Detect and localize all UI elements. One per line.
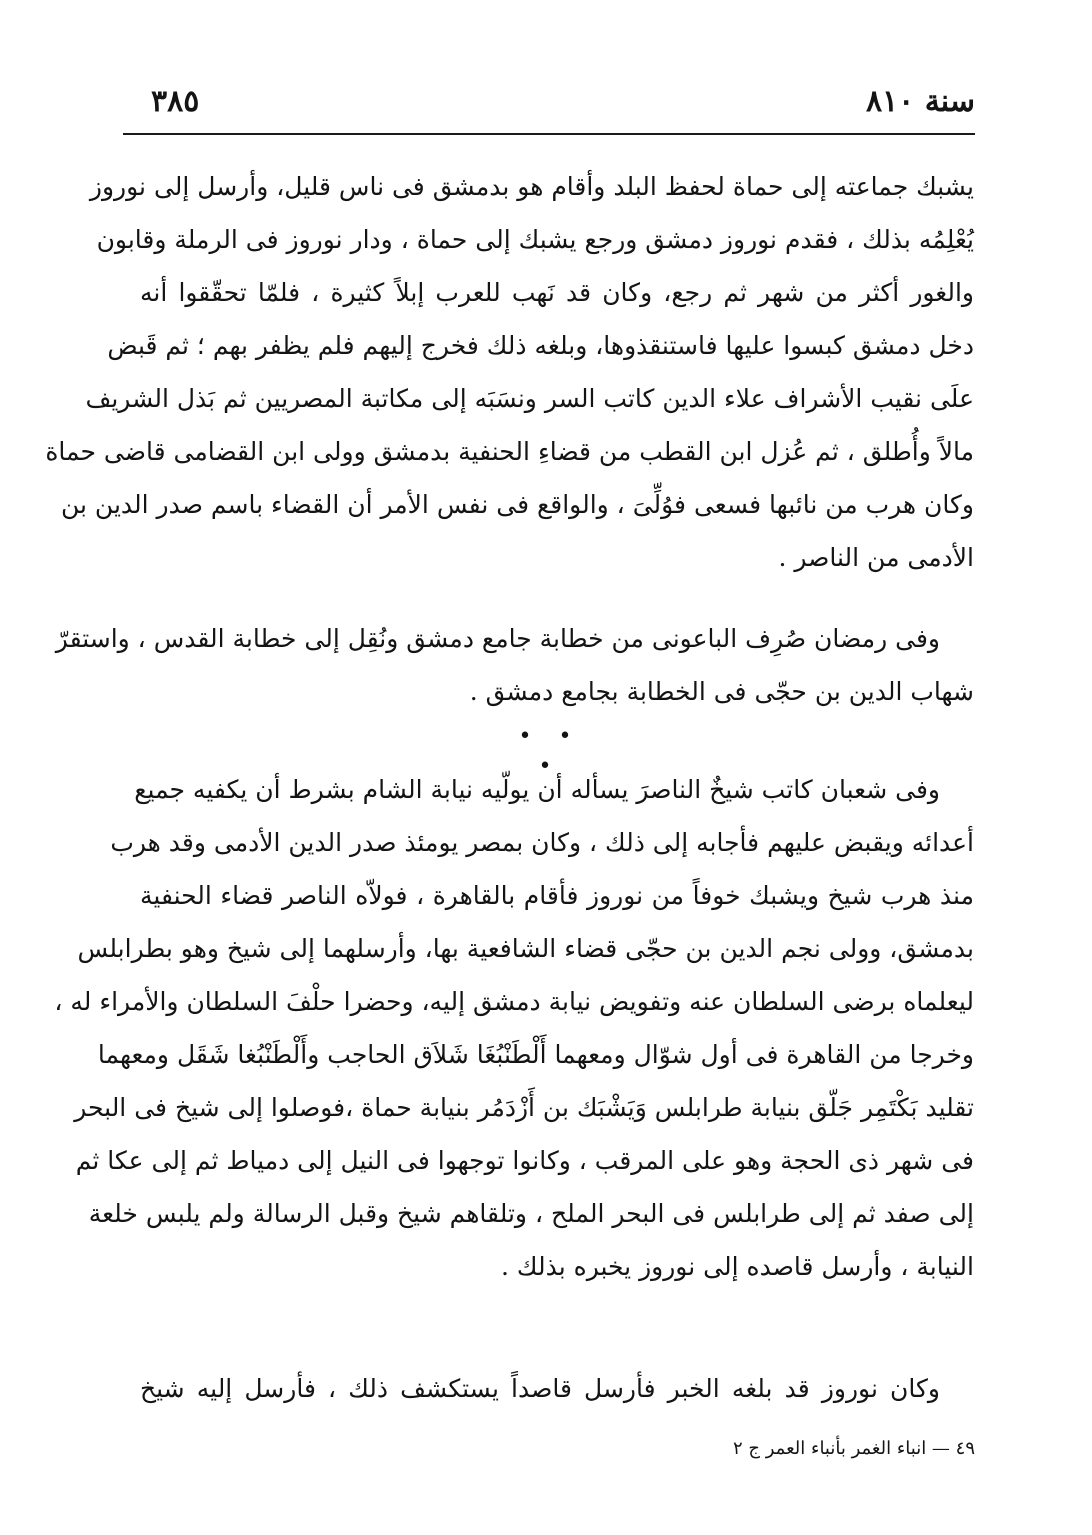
text-line: مالاً وأُطلق ، ثم عُزل ابن القطب من قضاءِ الحنفية بدمشق وولى ابن القضامى قاضى حماة — [45, 437, 974, 466]
text-line: فى شهر ذى الحجة وهو على المرقب ، وكانوا توجهوا فى النيل إلى دمياط ثم إلى عكا ثم — [75, 1146, 974, 1175]
paragraph-1 — [45, 160, 974, 584]
text-line: بدمشق، وولى نجم الدين بن حجّى قضاء الشافعية بها، وأرسلهما إلى شيخ وهو بطرابلس — [77, 934, 974, 963]
text-line: وخرجا من القاهرة فى أول شوّال ومعهما أَلْطَنْبُغَا شَلاَق الحاجب وأَلْطَنْبُغا شَقَل ومعهما — [97, 1040, 974, 1069]
page-header — [123, 84, 975, 126]
text-line: وفى رمضان صُرِف الباعونى من خطابة جامع دمشق ونُقِل إلى خطابة القدس ، واستقرّ — [55, 624, 940, 653]
text-line: والغور أكثر من شهر ثم رجع، وكان قد نَهب للعرب إبلاً كثيرة ، فلمّا تحقّقوا أنه — [140, 278, 974, 307]
header-rule — [123, 133, 975, 135]
paragraph-2 — [55, 612, 974, 718]
text-line: يُعْلِمُه بذلك ، فقدم نوروز دمشق ورجع يشبك إلى حماة ، ودار نوروز فى الرملة وقابون — [96, 225, 974, 254]
text-line: الأدمى من الناصر . — [778, 543, 974, 572]
running-head-year: سنة ٨١٠ — [865, 84, 975, 119]
text-line: وفى شعبان كاتب شيخٌ الناصرَ يسأله أن يولّيه نيابة الشام بشرط أن يكفيه جميع — [134, 775, 940, 804]
paragraph-3 — [54, 763, 974, 1293]
text-line: دخل دمشق كبسوا عليها فاستنقذوها، وبلغه ذلك فخرج إليهم فلم يظفر بهم ؛ ثم قَبض — [107, 331, 974, 360]
text-line: منذ هرب شيخ ويشبك خوفاً من نوروز فأقام بالقاهرة ، فولاّه الناصر قضاء الحنفية — [140, 881, 974, 910]
text-line: علَى نقيب الأشراف علاء الدين كاتب السر ونسَبَه إلى مكاتبة المصريين ثم بَذل الشريف — [85, 384, 974, 413]
text-line: ليعلماه برضى السلطان عنه وتفويض نيابة دمشق إليه، وحضرا حلْفَ السلطان والأمراء له ، — [54, 987, 974, 1016]
text-line: شهاب الدين بن حجّى فى الخطابة بجامع دمشق . — [469, 677, 974, 706]
text-line: إلى صفد ثم إلى طرابلس فى البحر الملح ، وتلقاهم شيخ وقبل الرسالة ولم يلبس خلعة — [88, 1199, 974, 1228]
text-line: تقليد بَكْتَمِر جَلّق بنيابة طرابلس وَيَشْبَك بن أَزْدَمُر بنيابة حماة ،فوصلوا إلى شيخ فى البحر — [74, 1093, 974, 1122]
page-number: ٣٨٥ — [151, 84, 200, 119]
text-line: يشبك جماعته إلى حماة لحفظ البلد وأقام هو بدمشق فى ناس قليل، وأرسل إلى نوروز — [89, 172, 974, 201]
text-line: النيابة ، وأرسل قاصده إلى نوروز يخبره بذلك . — [501, 1252, 974, 1281]
text-line: أعدائه ويقبض عليهم فأجابه إلى ذلك ، وكان بمصر يومئذ صدر الدين الأدمى وقد هرب — [110, 828, 974, 857]
footer-signature: ٤٩ — انباء الغمر بأنباء العمر ج ٢ — [733, 1438, 975, 1459]
paragraph-4 — [140, 1362, 974, 1415]
text-line: وكان نوروز قد بلغه الخبر فأرسل قاصداً يستكشف ذلك ، فأرسل إليه شيخ — [140, 1374, 940, 1403]
section-separator: • • • — [518, 724, 582, 779]
text-line: وكان هرب من نائبها فسعى فوُلِّىَ ، والواقع فى نفس الأمر أن القضاء باسم صدر الدين بن — [60, 490, 974, 519]
